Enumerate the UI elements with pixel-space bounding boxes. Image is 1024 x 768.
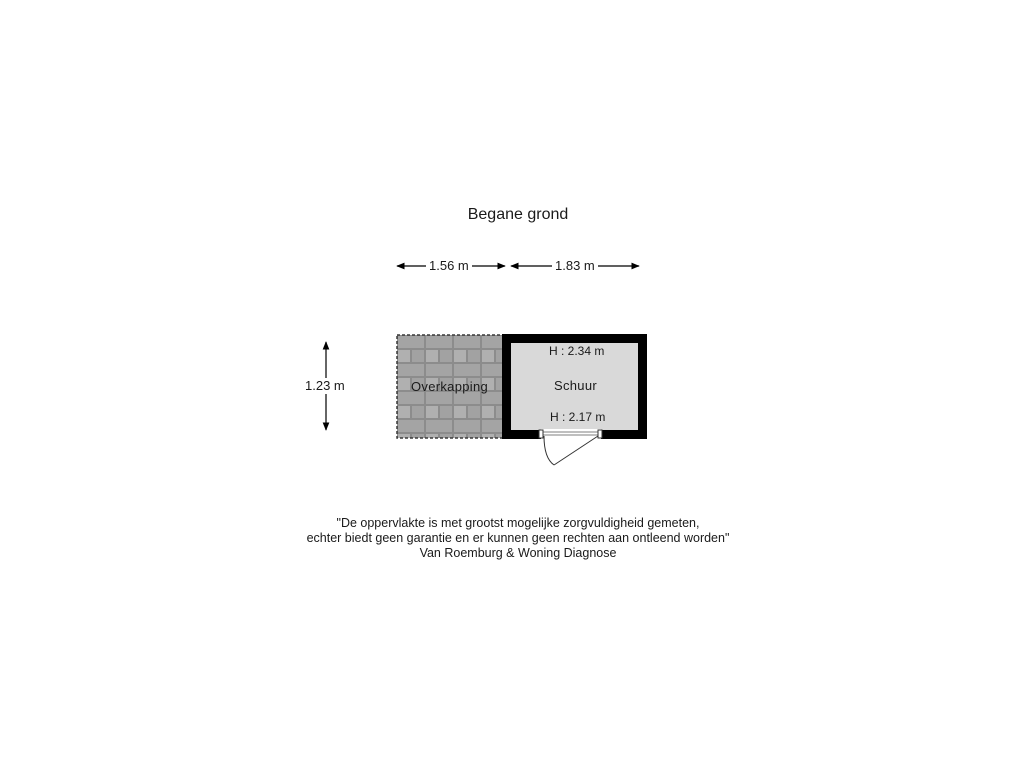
disclaimer-credit: Van Roemburg & Woning Diagnose (419, 546, 617, 560)
dimension-label-overkapping: 1.56 m (426, 258, 472, 274)
height-label-bottom: H : 2.17 m (550, 410, 606, 424)
door-opening (541, 429, 601, 440)
room-label-overkapping: Overkapping (411, 379, 489, 394)
dimension-label-schuur: 1.83 m (552, 258, 598, 274)
height-label-top: H : 2.34 m (549, 344, 605, 358)
dimension-label-depth: 1.23 m (302, 378, 348, 394)
door-leaf (554, 436, 598, 465)
disclaimer-line-2: echter biedt geen garantie en er kunnen geen rechten aan ontleend worden" (306, 531, 730, 545)
door-swing-arc (544, 436, 554, 465)
disclaimer (0, 516, 1024, 561)
room-label-schuur: Schuur (554, 378, 597, 393)
floor-title: Begane grond (467, 206, 569, 223)
disclaimer-line-1: "De oppervlakte is met grootst mogelijke zorgvuldigheid gemeten, (336, 516, 700, 530)
